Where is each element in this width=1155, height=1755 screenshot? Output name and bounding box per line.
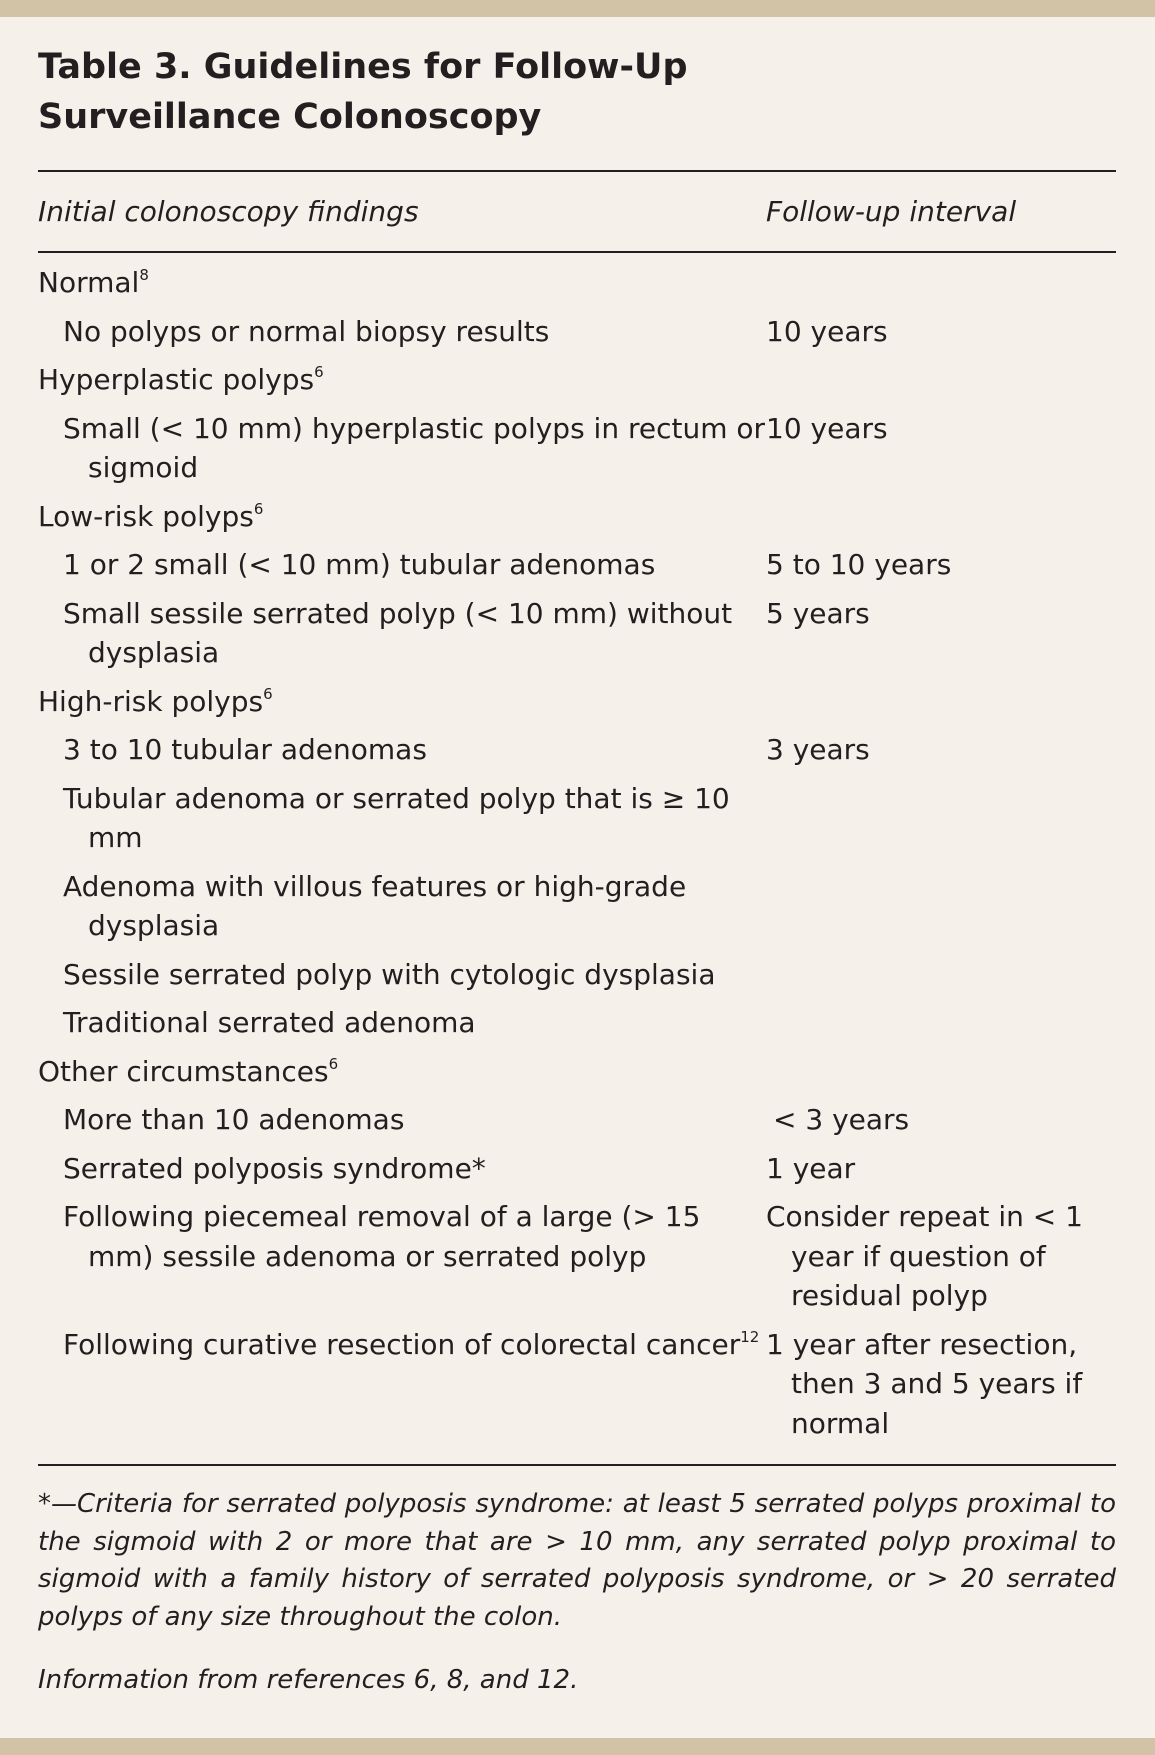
category-label: Low-risk polyps$^6$ — [38, 499, 264, 533]
reference-number: 8 — [139, 266, 149, 284]
table-row — [38, 312, 1116, 361]
table-panel — [38, 42, 1116, 1725]
category-label: Hyperplastic polyps$^6$ — [38, 363, 324, 396]
finding-cell: Adenoma with villous features or high-grade dysplasia — [63, 869, 687, 942]
interval-cell: < 3 years — [773, 1103, 910, 1136]
finding-cell: More than 10 adenomas — [63, 1103, 405, 1136]
finding-cell: Following curative resection of colorectal cancer$^{12}$ — [63, 1327, 760, 1361]
table-row — [38, 409, 1116, 497]
table-row — [38, 360, 1116, 409]
table-row — [38, 1003, 1116, 1052]
table-row — [38, 1197, 1116, 1325]
column-header-row — [38, 172, 1116, 251]
table-row — [38, 730, 1116, 779]
table-row — [38, 263, 1116, 312]
finding-cell: Tubular adenoma or serrated polyp that is ≥ 10 mm — [63, 781, 730, 854]
table-row — [38, 594, 1116, 682]
finding-cell: No polyps or normal biopsy results — [63, 314, 550, 348]
source-note: Information from references 6, 8, and 12. — [38, 1665, 579, 1695]
table-row — [38, 1100, 1116, 1149]
interval-cell: 10 years — [766, 314, 888, 348]
table-row — [38, 779, 1116, 867]
table-title: Table 3. Guidelines for Follow-Up Surveillance Colonoscopy — [38, 47, 688, 137]
table-footnote: *—Criteria for serrated polyposis syndrome: at least 5 serrated polyps proximal to the sigmoid with 2 or more that are > 10 mm, any serrated polyp proximal to sigmoid with a family history of serrated polyposis syndrome, or > 20 serrated polyps of any size throughout the colon. — [38, 1489, 1116, 1632]
column-header-findings: Initial colonoscopy findings — [38, 195, 419, 228]
column-header-interval: Follow-up interval — [766, 195, 1017, 228]
finding-cell: Traditional serrated adenoma — [63, 1006, 476, 1039]
table-row — [38, 1052, 1116, 1101]
finding-cell: Following piecemeal removal of a large (> 15 mm) sessile adenoma or serrated polyp — [63, 1200, 701, 1273]
interval-cell: 5 years — [766, 596, 870, 630]
top-border-band — [0, 0, 1155, 17]
table-row — [38, 682, 1116, 731]
reference-number: 6 — [314, 363, 324, 381]
reference-number: 6 — [253, 499, 264, 518]
table-row — [38, 955, 1116, 1004]
table-body — [38, 253, 1116, 1464]
bottom-border-band — [0, 1738, 1155, 1755]
footer-divider — [38, 1464, 1116, 1466]
finding-cell: Small (< 10 mm) hyperplastic polyps in rectum or sigmoid — [63, 411, 766, 484]
table-row — [38, 545, 1116, 594]
finding-cell: Sessile serrated polyp with cytologic dysplasia — [63, 957, 716, 991]
interval-cell: Consider repeat in < 1 year if question of residual polyp — [766, 1200, 1083, 1312]
finding-cell: 1 or 2 small (< 10 mm) tubular adenomas — [63, 548, 656, 581]
category-label: Other circumstances$^6$ — [38, 1054, 339, 1088]
interval-cell: 3 years — [766, 733, 870, 766]
category-label: Normal$^8$ — [38, 266, 149, 299]
table-row — [38, 497, 1116, 546]
interval-cell: 1 year — [766, 1151, 856, 1185]
table-row — [38, 1149, 1116, 1198]
reference-number: 12 — [740, 1327, 760, 1346]
finding-cell: Small sessile serrated polyp (< 10 mm) without dysplasia — [63, 596, 733, 669]
interval-cell: 10 years — [766, 411, 888, 445]
interval-cell: 1 year after resection, then 3 and 5 years if normal — [766, 1327, 1083, 1440]
table-row — [38, 867, 1116, 955]
table-row — [38, 1325, 1116, 1453]
interval-cell: 5 to 10 years — [766, 548, 952, 581]
finding-cell: Serrated polyposis syndrome* — [63, 1151, 486, 1185]
category-label: High-risk polyps$^6$ — [38, 684, 273, 718]
finding-cell: 3 to 10 tubular adenomas — [63, 733, 427, 766]
reference-number: 6 — [328, 1054, 339, 1073]
reference-number: 6 — [263, 684, 273, 703]
